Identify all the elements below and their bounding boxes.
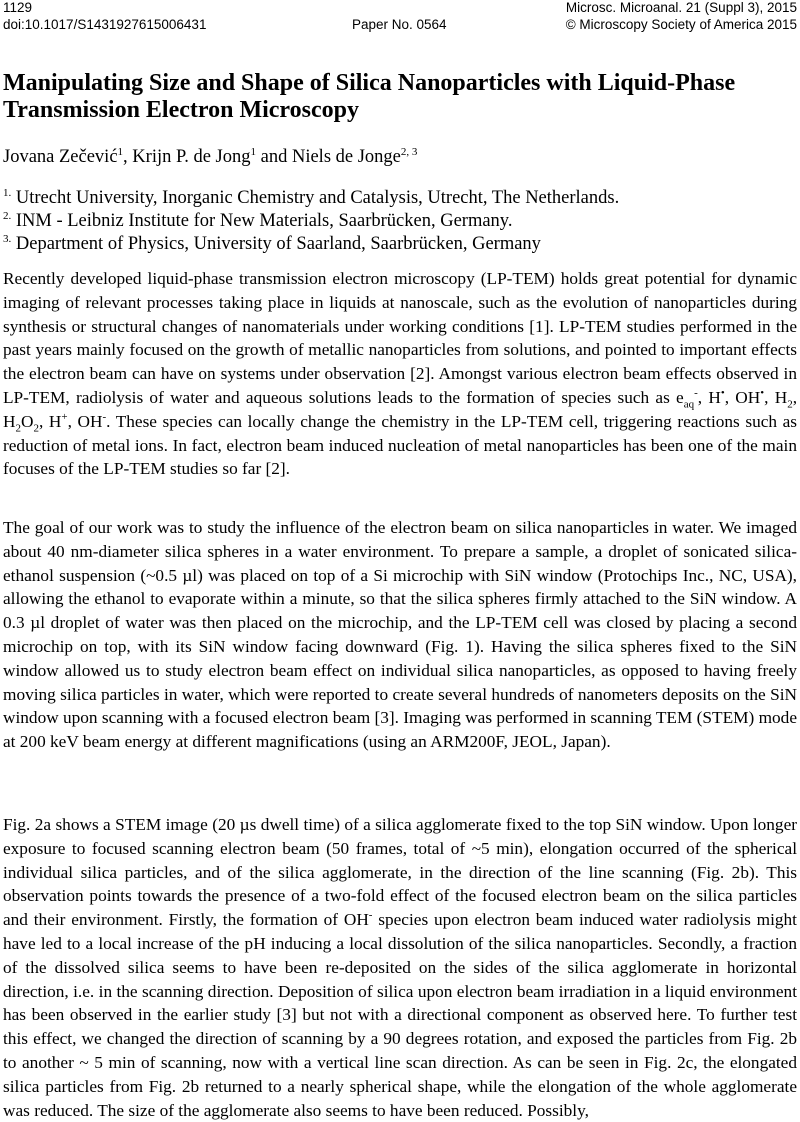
author-name: Jovana Zečević bbox=[3, 147, 118, 167]
copyright: © Microscopy Society of America 2015 bbox=[565, 17, 797, 32]
author-name: Niels de Jonge bbox=[291, 147, 401, 167]
body-paragraph: Recently developed liquid-phase transmission electron microscopy (LP-TEM) holds great potential for dynamic imaging of relevant processes taking place in liquids at nanoscale, such as the evolution of nanoparticles during synthesis or structural changes of nanomaterials under working conditions [1]. LP-TEM studies performed in the past years mainly focused on the growth of metallic nanoparticles from solutions, and pointed to important effects the electron beam can have on systems under observation [2]. Amongst various electron beam effects observed in LP-TEM, radiolysis of water and aqueous solutions leads to the formation of species such as $e_{aq}^-$, H•, OH•, $H_2$, $H_2O_2$, H+, OH-. These species can locally change the chemistry in the LP-TEM cell, triggering reactions such as reduction of metal ions. In fact, electron beam induced nucleation of metal nanoparticles has been one of the main focuses of the LP-TEM studies so far [2]. bbox=[3, 269, 798, 479]
body-paragraph: Fig. 2a shows a STEM image (20 µs dwell time) of a silica agglomerate fixed to the top SiN window. Upon longer exposure to focused scanning electron beam (50 frames, total of ~5 min), elongation occurred of the spherical individual silica particles, and of the silica agglomerate, in the direction of the line scanning (Fig. 2b). This observation points towards the presence of a two-fold effect of the focused electron beam on the silica particles and their environment. Firstly, the formation of OH- species upon electron beam induced water radiolysis might have led to a local increase of the pH inducing a local dissolution of the silica nanoparticles. Secondly, a fraction of the dissolved silica seems to have been re-deposited on the sides of the silica agglomerate in horizontal direction, i.e. in the scanning direction. Deposition of silica upon electron beam irradiation in a liquid environment has been observed in the earlier study [3] but not with a directional component as observed here. To further test this effect, we changed the direction of scanning by a 90 degrees rotation, and exposed the particles from Fig. 2b to another ~ 5 min of scanning, now with a vertical line scan direction. As can be seen in Fig. 2c, the elongated silica particles from Fig. 2b returned to a nearly spherical shape, while the elongation of the whole agglomerate was reduced. The size of the agglomerate also seems to have been reduced. Possibly, bbox=[3, 815, 797, 1120]
doi: doi:10.1017/S1431927615006431 bbox=[3, 17, 207, 32]
paper-title: Manipulating Size and Shape of Silica Nanoparticles with Liquid-Phase Transmission Electron Microscopy bbox=[3, 70, 736, 123]
paper-number: Paper No. 0564 bbox=[352, 17, 447, 32]
page-number: 1129 bbox=[3, 0, 33, 15]
author-affiliation-ref: 1 bbox=[117, 145, 124, 158]
author-affiliation-ref: 1 bbox=[250, 145, 256, 158]
affiliation: $^{3.}$ Department of Physics, University of Saarland, Saarbrücken, Germany bbox=[3, 232, 541, 254]
author-affiliation-ref: 2, 3 bbox=[400, 145, 418, 158]
author-name: Krijn P. de Jong bbox=[132, 147, 251, 167]
journal-citation: Microsc. Microanal. 21 (Suppl 3), 2015 bbox=[565, 0, 797, 15]
affiliation: $^{1.}$ Utrecht University, Inorganic Chemistry and Catalysis, Utrecht, The Netherlands. bbox=[3, 186, 620, 208]
affiliation: $^{2.}$ INM - Leibniz Institute for New Materials, Saarbrücken, Germany. bbox=[3, 209, 513, 231]
body-paragraph: The goal of our work was to study the influence of the electron beam on silica nanoparticles in water. We imaged about 40 nm-diameter silica spheres in a water environment. To prepare a sample, a droplet of sonicated silica-ethanol suspension (~0.5 µl) was placed on top of a Si microchip with SiN window (Protochips Inc., NC, USA), allowing the ethanol to evaporate within a minute, so that the silica spheres firmly attached to the SiN window. A 0.3 µl droplet of water was then placed on the microchip, and the LP-TEM cell was closed by placing a second microchip on top, with its SiN window facing downward (Fig. 1). Having the silica spheres fixed to the SiN window allowed us to study electron beam effect on individual silica nanoparticles, as opposed to having freely moving silica particles in water, which were reported to create several hundreds of nanometers deposits on the SiN window upon scanning with a focused electron beam [3]. Imaging was performed in scanning TEM (STEM) mode at 200 keV beam energy at different magnifications (using an ARM200F, JEOL, Japan). bbox=[3, 518, 797, 752]
author-list: Jovana Zečević$^1$, Krijn P. de Jong$^1$ and Niels de Jonge$^{2, 3}$ bbox=[3, 145, 418, 167]
